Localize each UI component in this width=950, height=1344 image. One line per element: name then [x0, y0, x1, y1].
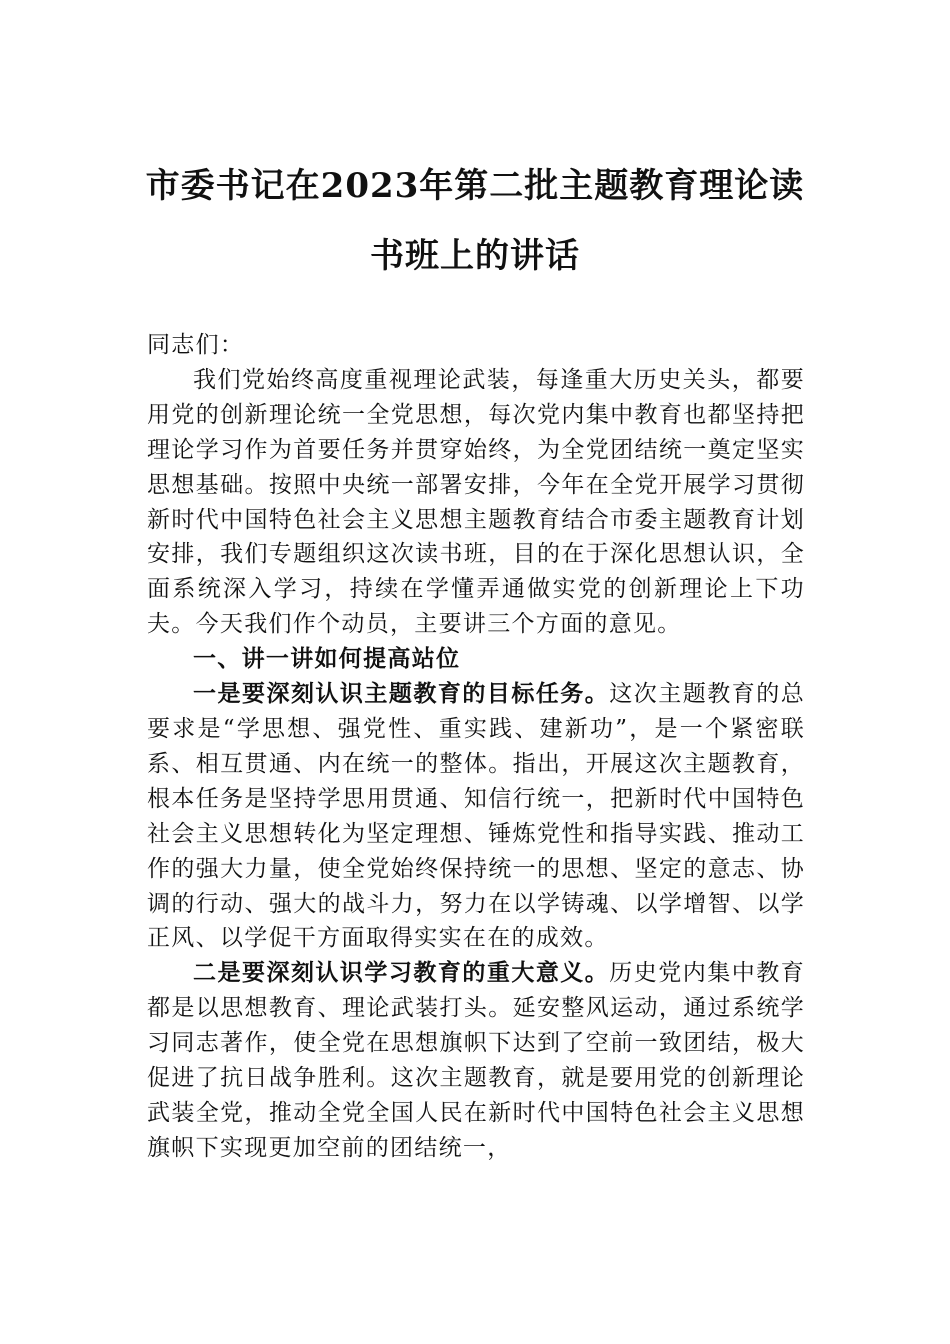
salutation: 同志们： — [147, 332, 245, 358]
paragraph-2-lead: 二是要深刻认识学习教育的重大意义。 — [193, 959, 610, 987]
intro-paragraph: 我们党始终高度重视理论武装，每逢重大历史关头，都要用党的创新理论统一全党思想，每次党内集中教育也都坚持把理论学习作为首要任务并贯穿始终，为全党团结统一奠定坚实思想基础。按照中央统一部署安排，今年在全党开展学习贯彻新时代中国特色社会主义思想主题教育结合市委主题教育计划安排，我们专题组织这次读书班，目的在于深化思想认识，全面系统深入学习，持续在学懂弄通做实党的创新理论上下功夫。今天我们作个动员，主要讲三个方面的意见。 — [147, 366, 805, 638]
section-heading-1: 一、讲一讲如何提高站位 — [193, 645, 461, 673]
document-title-line-1: 市委书记在2023年第二批主题教育理论读 — [145, 166, 805, 206]
paragraph-1-lead: 一是要深刻认识主题教育的目标任务。 — [193, 680, 610, 708]
paragraph-1 — [147, 677, 805, 956]
document-body — [147, 328, 805, 1166]
document-title-line-2: 书班上的讲话 — [370, 236, 580, 276]
paragraph-2-body: 历史党内集中教育都是以思想教育、理论武装打头。延安整风运动，通过系统学习同志著作，使全党在思想旗帜下达到了空前一致团结，极大促进了抗日战争胜利。这次主题教育，就是要用党的创新理论武装全党，推动全党全国人民在新时代中国特色社会主义思想旗帜下实现更加空前的团结统一， — [147, 960, 805, 1161]
paragraph-2 — [147, 956, 805, 1165]
paragraph-1-body: 这次主题教育的总要求是“学思想、强党性、重实践、建新功”，是一个紧密联系、相互贯通、内在统一的整体。指出，开展这次主题教育，根本任务是坚持学思用贯通、知信行统一，把新时代中国特色社会主义思想转化为坚定理想、锤炼党性和指导实践、推动工作的强大力量，使全党始终保持统一的思想、坚定的意志、协调的行动、强大的战斗力，努力在以学铸魂、以学增智、以学正风、以学促干方面取得实实在在的成效。 — [147, 681, 805, 952]
